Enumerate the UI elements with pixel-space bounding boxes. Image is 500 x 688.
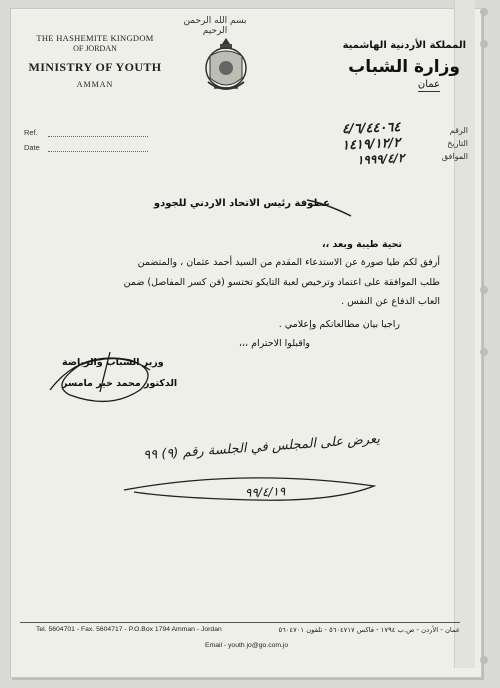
footer-rule: [20, 622, 460, 623]
signatory-name: الدكتور محمد خير مامسر: [62, 378, 178, 389]
punch-hole: [480, 656, 488, 664]
handwritten-note-date: ٩٩/٤/١٩: [244, 484, 286, 500]
kingdom-name-en-2: OF JORDAN: [73, 44, 117, 53]
body-paragraph-line-2: طلب الموافقة على اعتماد وترخيص لعبة التايكو تختسو (فن كسر المفاصل) ضمن: [123, 277, 440, 288]
body-paragraph-line-1: أرفق لكم طيا صورة عن الاستدعاء المقدم من السيد أحمد عثمان ، والمتضمن: [137, 257, 440, 268]
kingdom-name-ar: المملكة الأردنية الهاشمية: [342, 40, 466, 51]
addressee: عطوفة رئيس الاتحاد الاردني للجودو: [153, 198, 330, 209]
punch-hole: [480, 40, 488, 48]
footer-email: Email - youth jo@go.com.jo: [205, 642, 289, 649]
kingdom-name-en-1: THE HASHEMITE KINGDOM: [36, 33, 154, 43]
ref-label: Ref.: [24, 128, 38, 137]
footer-contact-en: Tel. 5604701 - Fax. 5604717 - P.O.Box 1794 Amman - Jordan: [36, 626, 222, 633]
handwritten-date: ١٤١٩/١٢/٢: [341, 135, 401, 154]
greeting: تحية طيبة وبعد ،،: [322, 239, 402, 250]
handwritten-gregorian-date: ١٩٩٩/٤/٢: [356, 150, 405, 168]
ministry-name-en: MINISTRY OF YOUTH: [28, 60, 162, 74]
footer-contact-ar: عمان - الأردن - ص.ب ١٧٩٤ - فاكس ٥٦٠٤٧١٧ - تلفون ٥٦٠٤٧٠١: [278, 626, 460, 634]
coat-of-arms-icon: [200, 34, 252, 96]
date-label-ar: التاريخ: [447, 139, 468, 148]
handwritten-mark-icon: [305, 196, 355, 218]
closing-line: واقبلوا الاحترام ،،،: [238, 338, 310, 349]
city-ar: عمان: [417, 79, 440, 90]
punch-hole: [480, 348, 488, 356]
city-en: AMMAN: [76, 80, 114, 89]
request-line: راجيا بيان مطالعاتكم وإعلامي .: [278, 319, 400, 330]
ministry-name-ar: وزارة الشباب: [348, 57, 460, 77]
handwritten-note: يعرض على المجلس في الجلسة رقم (٩) ٩٩: [142, 431, 381, 464]
body-paragraph-line-3: العاب الدفاع عن النفس .: [341, 296, 440, 307]
page-fold: [454, 0, 475, 668]
ref-field: [24, 128, 38, 137]
date-label: Date: [24, 143, 40, 152]
signatory-title: وزير الشباب والرياضة: [62, 357, 164, 368]
bismillah: بسم الله الرحمن الرحيم: [183, 16, 247, 36]
punch-hole: [480, 8, 488, 16]
number-label-ar: الرقم: [449, 126, 468, 135]
corresponding-label-ar: الموافق: [441, 152, 468, 161]
signature-scribble-icon: [40, 340, 170, 410]
date-line: [48, 151, 148, 152]
ref-line: [48, 136, 148, 137]
date-field: [24, 143, 40, 152]
punch-hole: [480, 286, 488, 294]
handwritten-number: ٤/٦/٤٤٠٦٤: [341, 119, 401, 138]
